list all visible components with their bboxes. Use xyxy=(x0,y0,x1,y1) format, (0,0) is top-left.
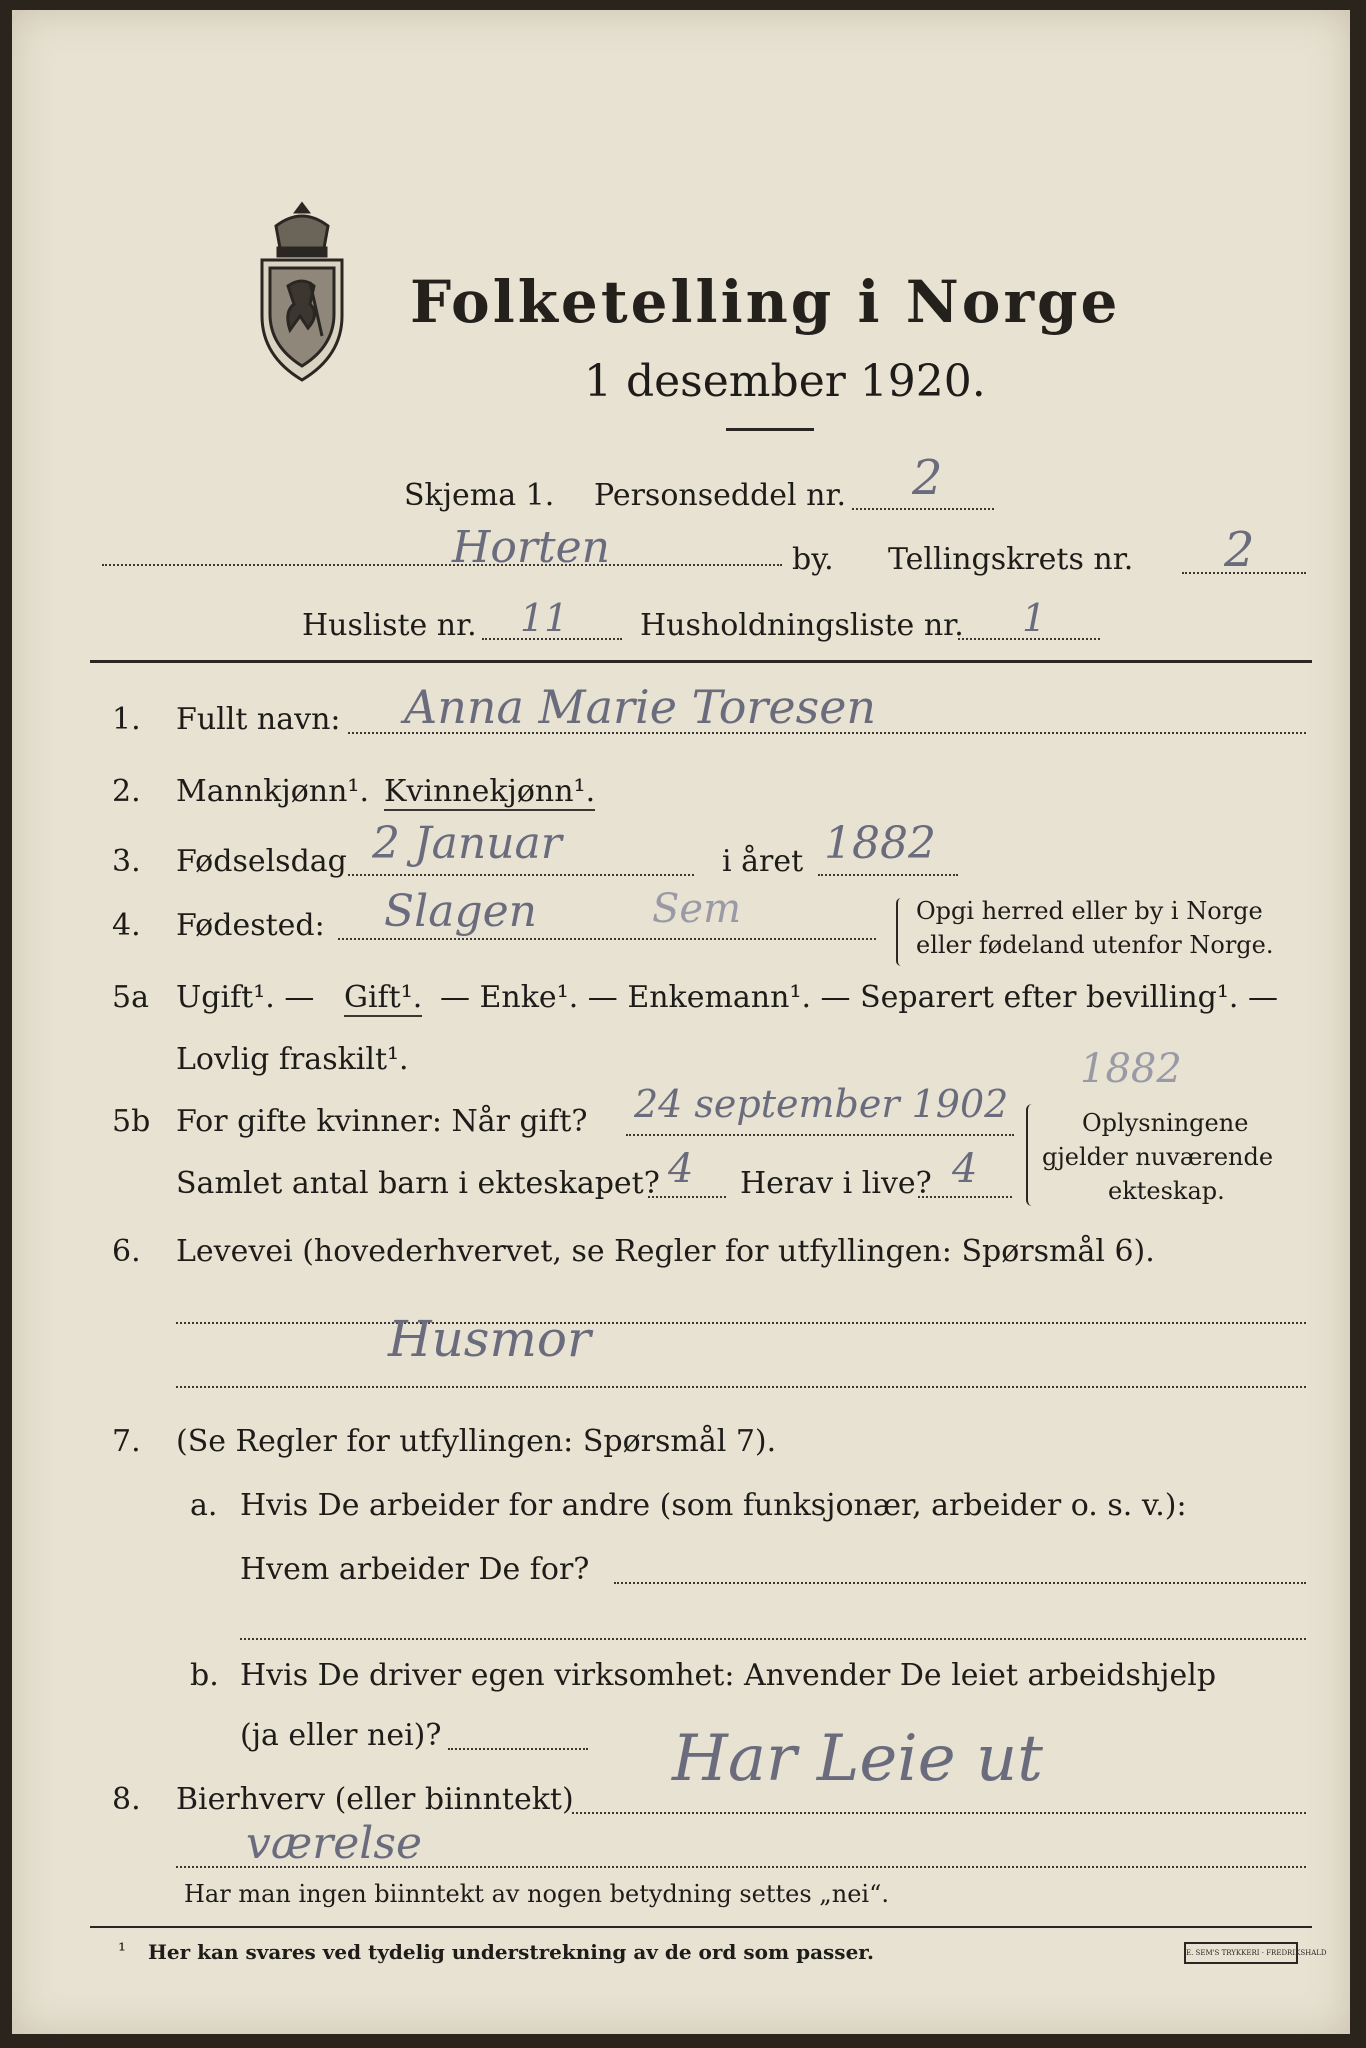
alive-line xyxy=(918,1196,1012,1198)
q8-label: Bierhverv (eller biinntekt) xyxy=(176,1782,574,1817)
employer-line xyxy=(614,1582,1306,1584)
married-when-value[interactable]: 24 september 1902 xyxy=(634,1082,1009,1126)
q4-line xyxy=(338,938,876,940)
male-option[interactable]: Mannkjønn¹. xyxy=(176,774,369,809)
city-value[interactable]: Horten xyxy=(452,522,610,573)
footnote-text: Her kan svares ved tydelig understrekning av de ord som passer. xyxy=(148,1940,874,1964)
full-name-value[interactable]: Anna Marie Toresen xyxy=(404,680,877,734)
q1-label: Fullt navn: xyxy=(176,702,341,737)
q5b-note-2: gjelder nuværende xyxy=(1042,1143,1274,1171)
unmarried-option[interactable]: Ugift¹. — xyxy=(176,980,315,1015)
q6-label: Levevei (hovederhvervet, se Regler for utfyllingen: Spørsmål 6). xyxy=(176,1234,1155,1269)
q7a-letter: a. xyxy=(190,1488,218,1523)
q5b-note-1: Oplysningene xyxy=(1082,1109,1249,1137)
q4-bracket xyxy=(896,898,906,966)
q4-note-2: eller fødeland utenfor Norge. xyxy=(916,931,1274,959)
birthday-value[interactable]: 2 Januar xyxy=(372,818,562,869)
no-income-note: Har man ingen biinntekt av nogen betydning settes „nei“. xyxy=(184,1880,889,1908)
q7b-sub: (ja eller nei)? xyxy=(240,1718,442,1753)
city-line xyxy=(102,564,782,566)
q7b-letter: b. xyxy=(190,1658,219,1693)
q6-line-1 xyxy=(176,1322,1306,1324)
marital-options-rest[interactable]: — Enke¹. — Enkemann¹. — Separert efter bevilling¹. — xyxy=(440,980,1278,1015)
margin-note: 1882 xyxy=(1080,1046,1182,1092)
census-date: 1 desember 1920. xyxy=(584,356,986,407)
married-when-line xyxy=(626,1134,1014,1136)
skjema-label: Skjema 1. xyxy=(404,478,555,513)
header-rule xyxy=(90,660,1312,663)
q4-note-1: Opgi herred eller by i Norge xyxy=(916,897,1263,925)
year-line xyxy=(818,874,958,876)
employer-line-2 xyxy=(240,1638,1306,1640)
occupation-value[interactable]: Husmor xyxy=(388,1310,591,1368)
birthplace-value-2[interactable]: Sem xyxy=(652,886,742,932)
married-option[interactable]: Gift¹. xyxy=(344,980,423,1015)
q4-label: Fødested: xyxy=(176,908,325,943)
q3-label: Fødselsdag xyxy=(176,844,347,879)
divorced-option[interactable]: Lovlig fraskilt¹. xyxy=(176,1042,409,1077)
q7a-text: Hvis De arbeider for andre (som funksjonær, arbeider o. s. v.): xyxy=(240,1488,1187,1523)
side-income-value[interactable]: Har Leie ut xyxy=(672,1722,1043,1796)
birth-year-value[interactable]: 1882 xyxy=(824,818,936,869)
census-form-page xyxy=(12,10,1350,2034)
q8-number: 8. xyxy=(112,1782,141,1817)
title-divider xyxy=(726,428,814,431)
hired-help-line xyxy=(448,1748,588,1750)
q3-line xyxy=(348,874,694,876)
q7a-sub: Hvem arbeider De for? xyxy=(240,1552,590,1587)
q7b-text: Hvis De driver egen virksomhet: Anvender De leiet arbeidshjelp xyxy=(240,1658,1217,1693)
q7-number: 7. xyxy=(112,1424,141,1459)
married-when-label: For gifte kvinner: Når gift? xyxy=(176,1104,588,1139)
tellingskrets-label: Tellingskrets nr. xyxy=(888,542,1134,577)
q1-number: 1. xyxy=(112,702,141,737)
alive-label: Herav i live? xyxy=(740,1166,932,1201)
printer-stamp-text: E. SEM'S TRYKKERI · FREDRIKSHALD xyxy=(1186,1949,1327,1957)
q5b-note-3: ekteskap. xyxy=(1108,1177,1225,1205)
children-value[interactable]: 4 xyxy=(668,1146,694,1192)
tellingskrets-value[interactable]: 2 xyxy=(1224,522,1255,578)
children-label: Samlet antal barn i ekteskapet? xyxy=(176,1166,660,1201)
printer-stamp xyxy=(1184,1942,1327,1964)
personseddel-label: Personseddel nr. xyxy=(594,478,847,513)
q7-label: (Se Regler for utfyllingen: Spørsmål 7). xyxy=(176,1424,777,1459)
coat-of-arms-icon xyxy=(248,196,356,386)
husliste-label: Husliste nr. xyxy=(302,608,477,643)
husliste-value[interactable]: 11 xyxy=(520,596,569,640)
q8-line xyxy=(572,1812,1306,1814)
year-label: i året xyxy=(722,844,804,879)
form-title: Folketelling i Norge xyxy=(410,268,1121,336)
personseddel-line xyxy=(852,508,994,510)
q6-line-2 xyxy=(176,1386,1306,1388)
q5b-bracket xyxy=(1026,1104,1038,1206)
q4-number: 4. xyxy=(112,908,141,943)
footnote-mark: ¹ xyxy=(118,1938,127,1962)
birthplace-value[interactable]: Slagen xyxy=(384,886,537,937)
husholdning-value[interactable]: 1 xyxy=(1022,596,1047,640)
footnote-rule xyxy=(90,1926,1312,1928)
by-label: by. xyxy=(792,542,834,577)
personseddel-value[interactable]: 2 xyxy=(912,450,943,506)
q6-number: 6. xyxy=(112,1234,141,1269)
alive-value[interactable]: 4 xyxy=(952,1146,978,1192)
side-income-value-2[interactable]: værelse xyxy=(246,1818,422,1869)
q2-number: 2. xyxy=(112,774,141,809)
q5b-number: 5b xyxy=(112,1104,151,1139)
q3-number: 3. xyxy=(112,844,141,879)
children-line xyxy=(648,1196,726,1198)
female-option[interactable]: Kvinnekjønn¹. xyxy=(384,774,596,809)
husholdning-label: Husholdningsliste nr. xyxy=(640,608,964,643)
q5a-number: 5a xyxy=(112,980,149,1015)
